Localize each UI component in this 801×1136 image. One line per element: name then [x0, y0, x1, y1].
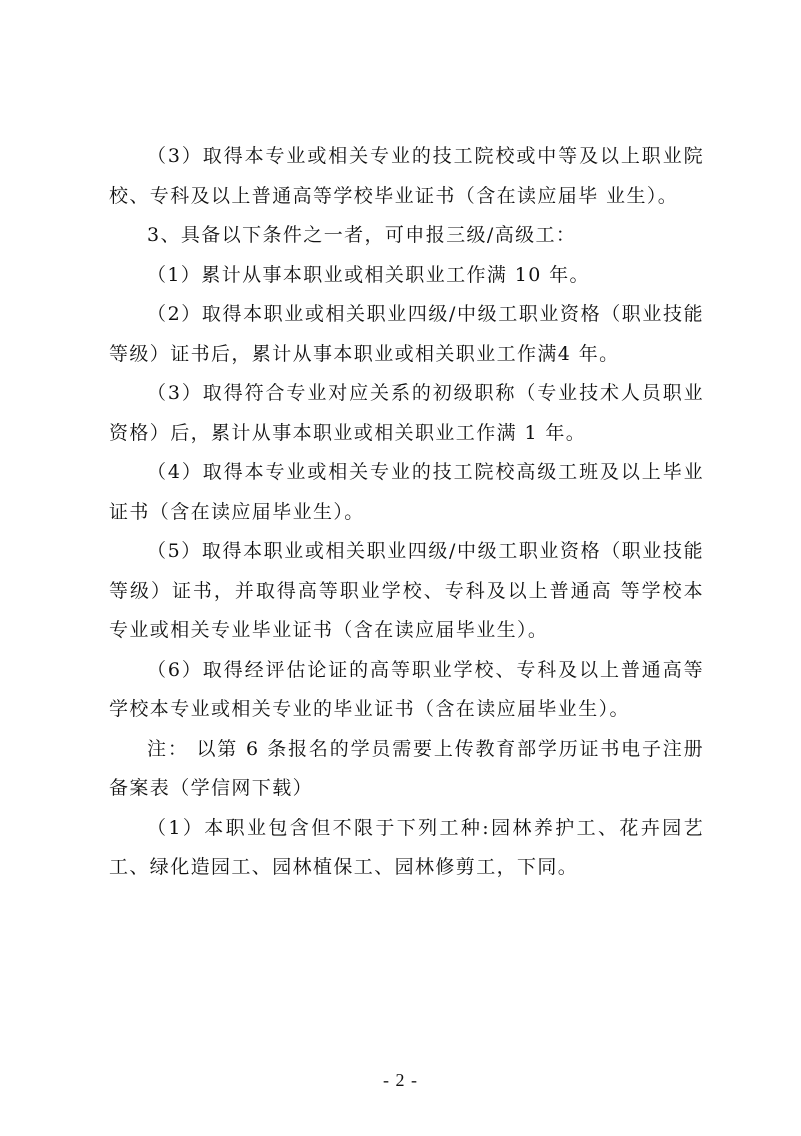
paragraph-3: （1）累计从事本职业或相关职业工作满 10 年。 — [147, 263, 590, 286]
document-body — [109, 137, 704, 888]
paragraph-2: 3、具备以下条件之一者，可申报三级/高级工： — [147, 224, 577, 246]
paragraph-10: （1）本职业包含但不限于下列工种:园林养护工、花卉园艺工、绿化造园工、园林植保工、园林修剪工，下同。 — [109, 816, 704, 878]
paragraph-5: （3）取得符合专业对应关系的初级职称（专业技术人员职业资格）后，累计从事本职业或相关职业工作满 1 年。 — [109, 382, 704, 444]
paragraph-4: （2）取得本职业或相关职业四级/中级工职业资格（职业技能等级）证书后，累计从事本职业或相关职业工作满4 年。 — [109, 303, 704, 365]
paragraph-7: （5）取得本职业或相关职业四级/中级工职业资格（职业技能等级）证书，并取得高等职业学校、专科及以上普通高 等学校本专业或相关专业毕业证书（含在读应届毕业生）。 — [109, 540, 704, 641]
paragraph-6: （4）取得本专业或相关专业的技工院校高级工班及以上毕业证书（含在读应届毕业生）。 — [109, 461, 704, 523]
note-paragraph: 注： 以第 6 条报名的学员需要上传教育部学历证书电子注册备案表（学信网下载） — [109, 737, 704, 799]
paragraph-8: （6）取得经评估论证的高等职业学校、专科及以上普通高等学校本专业或相关专业的毕业证书（含在读应届毕业生）。 — [109, 658, 704, 720]
paragraph-1: （3）取得本专业或相关专业的技工院校或中等及以上职业院校、专科及以上普通高等学校毕业证书（含在读应届毕 业生）。 — [109, 145, 704, 207]
page-number: - 2 - — [383, 1070, 418, 1090]
